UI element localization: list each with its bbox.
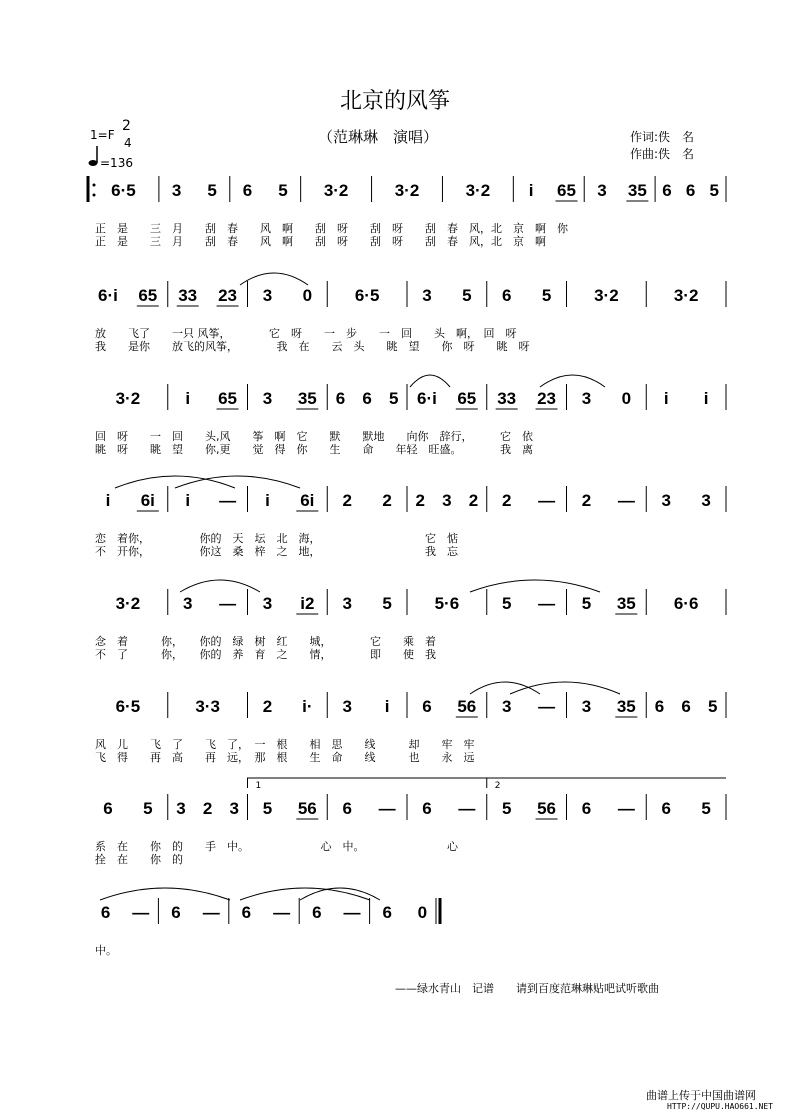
note: 2: [415, 491, 426, 510]
note: 3: [262, 286, 273, 305]
note: 2: [202, 799, 213, 818]
note: 2: [581, 491, 592, 510]
performer-subtitle: （范琳琳 演唱）: [318, 128, 439, 146]
note: 65: [218, 389, 238, 408]
lyric-line-2: 不 了 你， 你的 养 育 之 情， 即 使 我: [95, 648, 436, 661]
slur: [410, 375, 450, 387]
note: 6·i: [417, 389, 437, 408]
note: 6i: [140, 491, 155, 510]
transcriber-credit: ——绿水青山 记谱 请到百度范琳琳贴吧试听歌曲: [395, 982, 659, 995]
key-signature: 1=F: [90, 128, 115, 142]
note: 56: [457, 697, 477, 716]
note: 3·2: [394, 181, 420, 200]
note: 6·5: [111, 181, 136, 200]
note: 3: [501, 697, 512, 716]
note: 6·6: [673, 594, 699, 613]
note: 3·2: [594, 286, 619, 305]
site-watermark: 曲谱上传于中国曲谱网: [646, 1089, 756, 1102]
slur: [470, 682, 540, 694]
note: 5: [143, 799, 153, 818]
note: 5: [382, 594, 392, 613]
note: 5: [701, 799, 711, 818]
note: 65: [138, 286, 158, 305]
note: 33: [178, 286, 198, 305]
lyric-line-1: 中。: [95, 944, 117, 957]
note: 5: [388, 389, 399, 408]
lyric-line-1: 恋 着你， 你的 天 坛 北 海， 它 惦: [95, 532, 458, 545]
slur: [115, 476, 235, 488]
note: 65: [557, 181, 576, 200]
lyric-line-2: 正 是 三 月 刮 春 风 啊 刮 呀 刮 呀 刮 春 风，北 京 啊: [95, 235, 546, 248]
volta-2-label: 2: [494, 781, 501, 791]
note: 3: [182, 594, 193, 613]
note: 35: [297, 389, 317, 408]
note: i: [105, 491, 111, 510]
note: 3: [422, 286, 432, 305]
note: —: [219, 594, 237, 613]
note: 5: [462, 286, 472, 305]
note: 6: [382, 903, 392, 922]
note: 6: [335, 389, 346, 408]
note: i·: [302, 697, 313, 716]
note: 6: [312, 903, 322, 922]
note: 6: [242, 181, 253, 200]
note: 5: [541, 286, 552, 305]
slur: [300, 888, 380, 900]
note: 3: [581, 389, 592, 408]
slur: [470, 580, 600, 592]
note: 0: [417, 903, 428, 922]
note: 3: [342, 594, 352, 613]
note: 6: [581, 799, 592, 818]
note: 3: [342, 697, 352, 716]
lyric-line-2: 飞 得 再 高 再 远， 那 根 生 命 线 也 永 远: [95, 751, 475, 764]
note: —: [132, 903, 150, 922]
note: 6·i: [98, 286, 118, 305]
note: 5: [707, 697, 718, 716]
note: —: [219, 491, 237, 510]
note: 56: [537, 799, 557, 818]
note: 6: [362, 389, 372, 408]
note: 3: [262, 594, 273, 613]
note: 5: [501, 594, 512, 613]
note: 5: [207, 181, 217, 200]
note: i: [185, 491, 191, 510]
time-signature-top: 2: [122, 118, 131, 134]
lyric-line-1: 正 是 三 月 刮 春 风 啊 刮 呀 刮 呀 刮 春 风，北 京 啊 你: [95, 222, 568, 235]
note: 3: [442, 491, 452, 510]
note: 6: [685, 181, 696, 200]
note: —: [378, 799, 396, 818]
note: 2: [382, 491, 392, 510]
note: 6: [342, 799, 352, 818]
note: 35: [627, 181, 647, 200]
note: 65: [457, 389, 477, 408]
note: 35: [616, 697, 636, 716]
note: 0: [302, 286, 313, 305]
note: —: [538, 491, 556, 510]
note: i2: [300, 594, 315, 613]
note: 6: [681, 697, 691, 716]
note: 6: [422, 799, 432, 818]
note: 3·2: [673, 286, 699, 305]
note: 6: [171, 903, 181, 922]
note: 5: [262, 799, 273, 818]
note: 3: [661, 491, 671, 510]
lyric-line-1: 风 儿 飞 了 飞 了， 一 根 相 思 线 却 牢 牢: [95, 738, 475, 751]
note: i: [528, 181, 534, 200]
note: 3·2: [323, 181, 349, 200]
note: i: [663, 389, 669, 408]
slur: [540, 375, 605, 387]
note: 6: [100, 903, 111, 922]
slur: [175, 476, 300, 488]
note: —: [343, 903, 361, 922]
note: 2: [468, 491, 479, 510]
note: 5·6: [434, 594, 460, 613]
slur: [240, 273, 308, 285]
site-url: HTTP://QUPU.HAO661.NET: [667, 1102, 773, 1111]
lyricist-credit: 作词:佚 名: [630, 130, 695, 144]
lyric-line-2: 眺 呀 眺 望 你,更 觉 得 你 生 命 年轻 旺盛。 我 离: [95, 443, 533, 456]
note: 6: [501, 286, 512, 305]
note: —: [617, 799, 635, 818]
note: 23: [537, 389, 557, 408]
note: 23: [218, 286, 238, 305]
note: 5: [709, 181, 719, 200]
note: 56: [297, 799, 317, 818]
note: 2: [501, 491, 512, 510]
note: 6: [662, 181, 672, 200]
volta-2-bracket: [487, 778, 726, 788]
lyric-line-1: 放 飞了 一只 风筝， 它 呀 一 步 一 回 头 啊， 回 呀: [95, 327, 517, 340]
note: —: [538, 594, 556, 613]
note: i: [265, 491, 270, 510]
note: 5: [581, 594, 592, 613]
note: —: [538, 697, 556, 716]
note: 6·5: [354, 286, 380, 305]
lyric-line-2: 不 开你， 你这 桑 梓 之 地， 我 忘: [95, 545, 458, 558]
note: 3·2: [115, 594, 141, 613]
note: 6: [654, 697, 665, 716]
lyric-line-1: 系 在 你 的 手 中。 心 中。 心: [95, 840, 458, 853]
note: i: [703, 389, 709, 408]
note: 3·3: [195, 697, 220, 716]
note: 33: [497, 389, 517, 408]
note: 3: [701, 491, 711, 510]
page-title: 北京的风筝: [339, 89, 450, 114]
note: 3: [581, 697, 592, 716]
note: 6: [661, 799, 671, 818]
slur: [100, 888, 230, 900]
volta-1-bracket: [248, 778, 487, 788]
note: —: [617, 491, 635, 510]
note: —: [458, 799, 476, 818]
note: i: [384, 697, 390, 716]
volta-1-label: 1: [255, 781, 262, 791]
note: 5: [501, 799, 512, 818]
note: 2: [342, 491, 352, 510]
note: 3·2: [465, 181, 491, 200]
note: —: [273, 903, 291, 922]
note: —: [202, 903, 220, 922]
repeat-dot: [93, 194, 96, 197]
note: 3: [229, 799, 239, 818]
note: 3: [597, 181, 607, 200]
note: 6: [422, 697, 432, 716]
note: 3: [171, 181, 182, 200]
note: 3·2: [115, 389, 141, 408]
slur: [510, 682, 620, 694]
note: 3: [262, 389, 273, 408]
note: i: [185, 389, 191, 408]
note: 5: [278, 181, 288, 200]
lyric-line-2: 拴 在 你 的: [95, 853, 183, 866]
composer-credit: 作曲:佚 名: [630, 147, 695, 161]
note: 6: [241, 903, 252, 922]
note: 6: [103, 799, 113, 818]
note: 35: [616, 594, 636, 613]
note: 6i: [300, 491, 315, 510]
repeat-dot: [93, 184, 96, 187]
note: 0: [621, 389, 632, 408]
time-signature-bottom: 4: [124, 136, 132, 150]
note: 6·5: [115, 697, 141, 716]
slur: [240, 888, 370, 900]
note: 3: [176, 799, 186, 818]
tempo-marking: =136: [100, 156, 133, 170]
lyric-line-1: 念 着 你， 你的 绿 树 红 城， 它 乘 着: [95, 635, 436, 648]
note: 2: [262, 697, 273, 716]
lyric-line-1: 回 呀 一 回 头,风 筝 啊 它 默 默地 向你 辞行， 它 依: [95, 430, 533, 443]
lyric-line-2: 我 是你 放飞的风筝， 我 在 云 头 眺 望 你 呀 眺 呀: [95, 340, 530, 353]
